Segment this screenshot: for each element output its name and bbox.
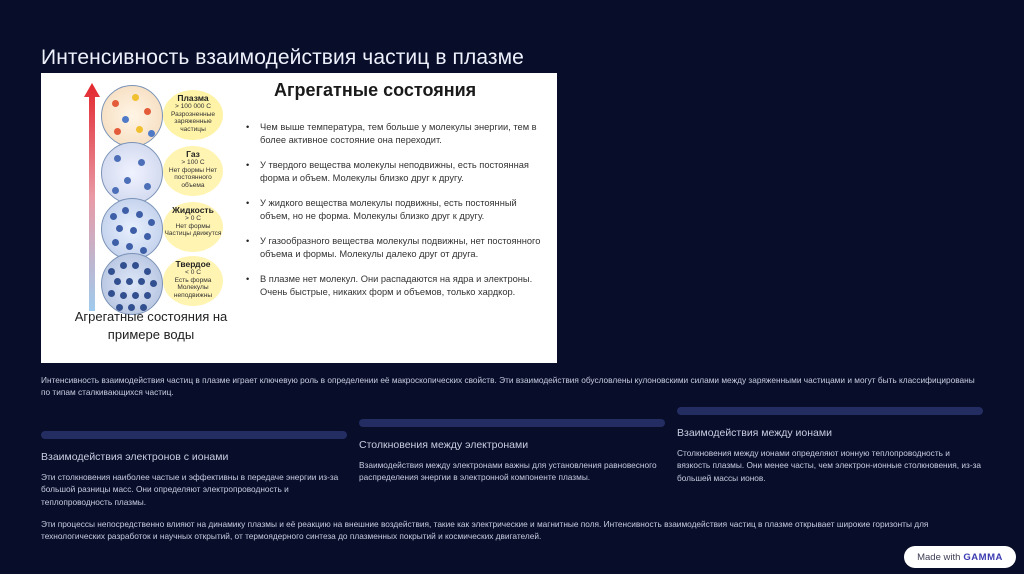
temperature-arrow-icon [84,83,100,311]
figure-bullet-list [246,121,546,311]
card-electron-ion [41,431,347,508]
badge-prefix: Made with [917,551,961,563]
gas-particles-circle [101,142,163,204]
card-ion-ion [677,407,983,484]
plasma-particles-circle [101,85,163,147]
solid-particles-circle [101,253,163,315]
card-electron-electron [359,419,665,484]
figure-bullet: • В плазме нет молекул. Они распадаются на ядра и электроны. Очень быстрые, никаких форм и объемов, только хардкор. [246,273,546,298]
figure-bullet: • У твердого вещества молекулы неподвижны, есть постоянная форма и объем. Молекулы близко друг к другу. [246,159,546,184]
card-accent-bar [359,419,665,427]
state-label-gas: Газ > 100 С Нет формы Нет постоянного объема [163,146,223,196]
card-title: Взаимодействия между ионами [677,427,832,439]
card-body: Эти столкновения наиболее частые и эффективны в передаче энергии из-за большой разницы масс. Они определяют электропроводность и теплопроводность плазмы. [41,472,339,507]
states-of-matter-figure [41,73,557,363]
figure-caption: Агрегатные состояния на примере воды [74,309,228,342]
outro-paragraph: Эти процессы непосредственно влияют на динамику плазмы и её реакцию на внешние воздействия, такие как электрические и магнитные поля. Интенсивность взаимодействия частиц в плазме открывает широкие горизонты для технологических разработок и научных открытий, от термоядерного синтеза до плазменных покрытий и космических двигателей. [41,519,929,542]
slide-title: Интенсивность взаимодействия частиц в плазме [41,46,524,70]
state-label-plasma: Плазма > 100 000 С Разрозненные заряженные частицы [163,90,223,140]
card-body: Столкновения между ионами определяют ионную теплопроводность и вязкость плазмы. Они менее часты, чем электрон-ионные столкновения, из-за большей массы ионов. [677,448,981,483]
intro-paragraph: Интенсивность взаимодействия частиц в плазме играет ключевую роль в определении её макроскопических свойств. Эти взаимодействия обусловлены кулоновскими силами между заряженными частицами и могут быть классифицированы по типам сталкивающихся частиц. [41,375,975,398]
gamma-logo: GAMMA [963,551,1003,563]
made-with-gamma-badge[interactable] [904,546,1016,568]
card-accent-bar [677,407,983,415]
card-title: Взаимодействия электронов с ионами [41,451,229,463]
figure-bullet: • Чем выше температура, тем больше у молекулы энергии, тем в более активное состояние она переходит. [246,121,546,146]
figure-heading: Агрегатные состояния [274,80,477,100]
figure-bullet: • У жидкого вещества молекулы подвижны, есть постоянный объем, но не форма. Молекулы близко друг к другу. [246,197,546,222]
liquid-particles-circle [101,198,163,260]
figure-bullet: • У газообразного вещества молекулы подвижны, нет постоянного объема и формы. Молекулы далеко друг от друга. [246,235,546,260]
card-accent-bar [41,431,347,439]
card-body: Взаимодействия между электронами важны для установления равновесного распределения энергии в электронной компоненте плазмы. [359,460,657,483]
card-title: Столкновения между электронами [359,439,529,451]
state-label-liquid: Жидкость > 0 С Нет формы Частицы движутся [163,202,223,252]
state-label-solid: Твердое < 0 С Есть форма Молекулы неподвижны [163,256,223,306]
